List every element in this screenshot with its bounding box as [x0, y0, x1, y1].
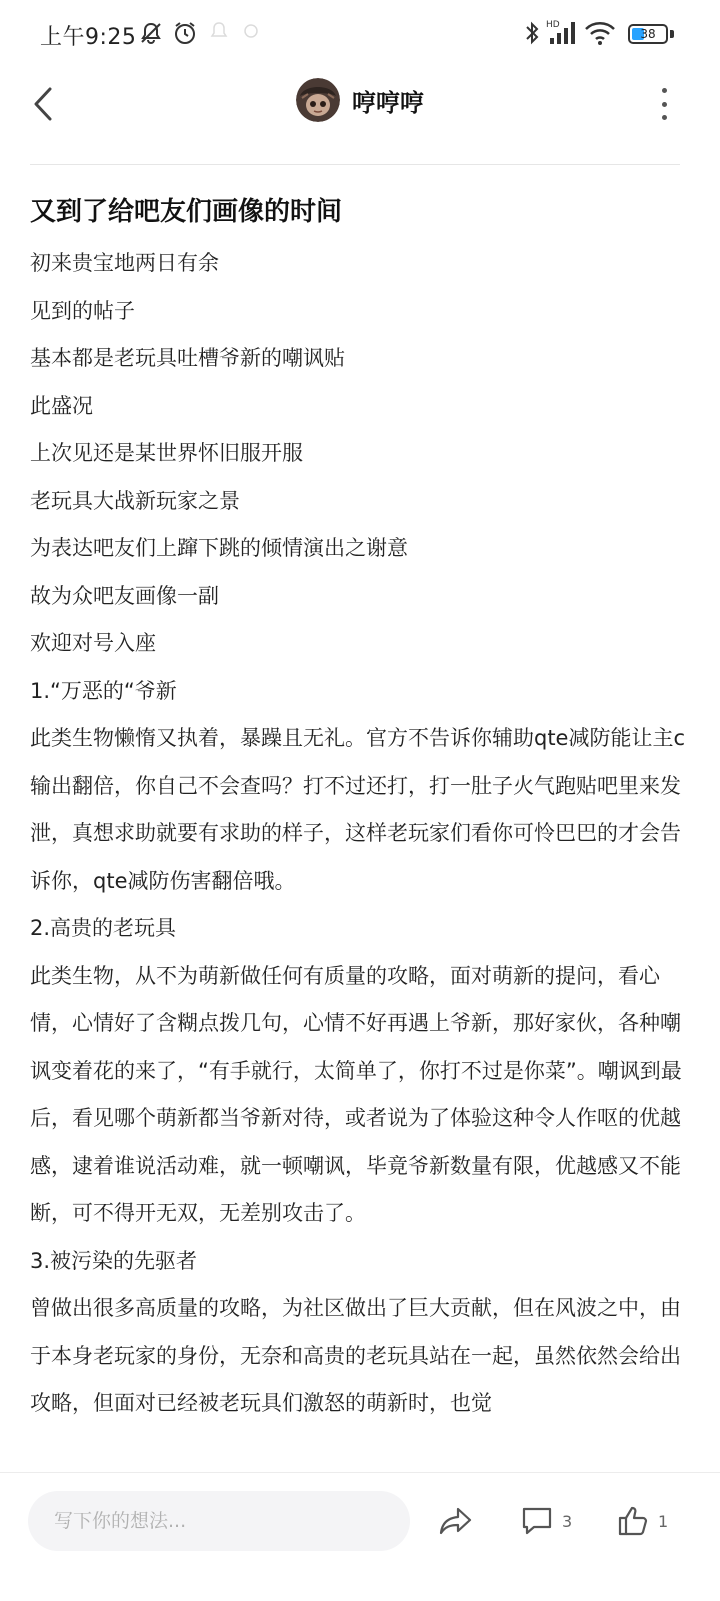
header-divider — [30, 164, 680, 165]
post-paragraph: 基本都是老玩具吐槽爷新的嘲讽贴 — [30, 346, 345, 370]
post-paragraph: 欢迎对号入座 — [30, 631, 156, 655]
battery-percentage: 38 — [640, 27, 656, 41]
post-paragraph: 故为众吧友画像一副 — [30, 583, 219, 608]
avatar[interactable] — [296, 78, 340, 122]
battery-icon — [628, 24, 668, 44]
more-options-dot — [662, 102, 667, 107]
post-paragraph: 此盛况 — [30, 393, 93, 418]
header — [0, 70, 720, 150]
wifi-icon — [584, 20, 616, 46]
comment-input[interactable] — [28, 1491, 410, 1551]
more-options-dot — [662, 115, 667, 120]
signal-icon — [546, 18, 580, 46]
status-time: 上午9:25 — [40, 25, 137, 50]
alarm-icon — [172, 20, 198, 46]
post-paragraph: 老玩具大战新玩家之景 — [30, 488, 240, 513]
post-paragraph: 此类生物懒惰又执着，暴躁且无礼。官方不告诉你辅助qte减防能让主c输出翻倍，你自己不会查吗？打不过还打，打一肚子火气跑贴吧里来发泄，真想求助就要有求助的样子，这样老玩家们看你可怜巴巴的才会告诉你，qte减防伤害翻倍哦。 — [30, 726, 686, 893]
bottom-action-bar — [0, 1472, 720, 1601]
like-button[interactable] — [616, 1501, 668, 1541]
section-heading: 1.“万恶的“爷新 — [30, 678, 177, 703]
section-heading: 3.被污染的先驱者 — [30, 1248, 198, 1273]
more-options-icon — [662, 88, 667, 93]
post-paragraph: 上次见还是某世界怀旧服开服 — [30, 441, 303, 465]
post-paragraph: 此类生物，从不为萌新做任何有质量的攻略，面对萌新的提问，看心情，心情好了含糊点拨几句，心情不好再遇上爷新，那好家伙，各种嘲讽变着花的来了，“有手就行，太简单了，你打不过是你菜”。嘲讽到最后，看见哪个萌新都当爷新对待，或者说为了体验这种令人作呕的优越感，逮着谁说活动难，就一顿嘲讽，毕竟爷新数量有限，优越感又不能断，可不得开无双，无差别攻击了。 — [30, 963, 682, 1225]
post-title: 又到了给吧友们画像的时间 — [30, 197, 343, 227]
mute-icon — [138, 20, 164, 46]
battery-cap — [670, 30, 674, 38]
share-icon — [438, 1505, 474, 1537]
section-heading: 2.高贵的老玩具 — [30, 916, 177, 940]
post-paragraph: 见到的帖子 — [30, 298, 135, 323]
like-icon — [616, 1504, 650, 1538]
comment-icon — [520, 1505, 554, 1537]
more-options-button[interactable] — [652, 88, 676, 120]
comment-button[interactable] — [520, 1501, 572, 1541]
notification-icon — [210, 20, 228, 42]
share-button[interactable] — [438, 1501, 474, 1541]
like-count: 1 — [658, 1511, 669, 1531]
post-paragraph: 为表达吧友们上蹿下跳的倾情演出之谢意 — [30, 536, 408, 560]
comment-count: 3 — [562, 1511, 573, 1531]
post-paragraph: 曾做出很多高质量的攻略，为社区做出了巨大贡献，但在风波之中，由于本身老玩家的身份，无奈和高贵的老玩具站在一起，虽然依然会给出攻略，但面对已经被老玩具们激怒的萌新时，也觉 — [30, 1296, 681, 1415]
post-content — [30, 188, 690, 1428]
username[interactable]: 哼哼哼 — [352, 88, 424, 117]
status-bar — [0, 0, 720, 70]
app-notification-icon — [242, 20, 260, 42]
network-label: HD — [546, 20, 560, 30]
post-paragraph: 初来贵宝地两日有余 — [30, 251, 219, 275]
bluetooth-icon — [522, 20, 542, 46]
